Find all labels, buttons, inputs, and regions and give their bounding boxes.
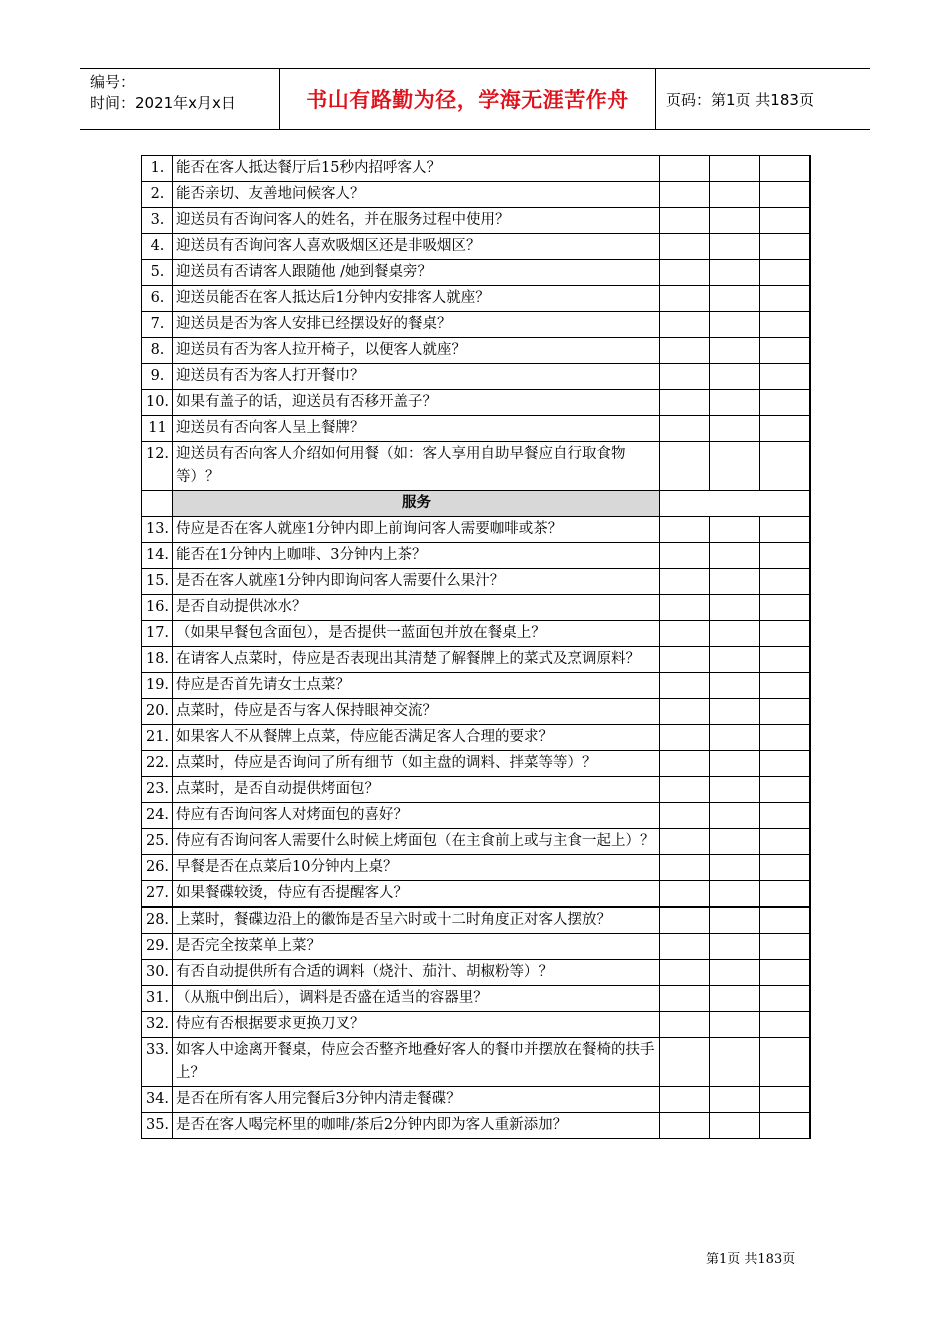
check-cell[interactable] (660, 286, 710, 312)
question-text: 迎送员有否询问客人的姓名，并在服务过程中使用？ (173, 208, 660, 234)
check-cell[interactable] (660, 390, 710, 416)
check-cell[interactable] (760, 1038, 810, 1087)
check-cell[interactable] (710, 543, 760, 569)
table-row (142, 881, 810, 908)
question-text: 迎送员有否询问客人喜欢吸烟区还是非吸烟区？ (173, 234, 660, 260)
table-row (142, 286, 810, 312)
table-row (142, 595, 810, 621)
check-cell[interactable] (760, 934, 810, 960)
check-cell[interactable] (760, 960, 810, 986)
table-row (142, 960, 810, 986)
row-number: 31. (142, 986, 173, 1012)
check-cell[interactable] (710, 517, 760, 543)
check-cell[interactable] (710, 156, 760, 182)
check-cell[interactable] (660, 1012, 710, 1038)
check-cell[interactable] (710, 364, 760, 390)
question-text: 是否在客人就座1分钟内即询问客人需要什么果汁？ (173, 569, 660, 595)
row-number: 30. (142, 960, 173, 986)
table-row (142, 1087, 810, 1113)
row-number: 6. (142, 286, 173, 312)
question-text: 侍应有否根据要求更换刀叉？ (173, 1012, 660, 1038)
question-text: 如客人中途离开餐桌，侍应会否整齐地叠好客人的餐巾并摆放在餐椅的扶手上？ (173, 1038, 660, 1087)
check-cell[interactable] (760, 208, 810, 234)
check-cell[interactable] (660, 260, 710, 286)
check-cell[interactable] (710, 960, 760, 986)
question-text: 点菜时，侍应是否询问了所有细节（如主盘的调料、拌菜等等）？ (173, 751, 660, 777)
section-header-row (142, 491, 810, 517)
check-cell[interactable] (660, 960, 710, 986)
row-number: 22. (142, 751, 173, 777)
check-cell[interactable] (710, 907, 760, 934)
row-number: 15. (142, 569, 173, 595)
table-row (142, 986, 810, 1012)
header-motto: 书山有路勤为径，学海无涯苦作舟 (280, 69, 656, 129)
check-cell[interactable] (710, 881, 760, 908)
check-cell[interactable] (760, 156, 810, 182)
date-line: 时间：2021年x月x日 (90, 94, 236, 112)
table-row (142, 517, 810, 543)
check-cell[interactable] (660, 699, 710, 725)
row-number: 26. (142, 855, 173, 881)
row-number: 34. (142, 1087, 173, 1113)
table-row (142, 1038, 810, 1087)
check-cell[interactable] (660, 517, 710, 543)
row-number: 16. (142, 595, 173, 621)
check-cell[interactable] (660, 416, 710, 442)
check-cell[interactable] (710, 234, 760, 260)
check-cell[interactable] (660, 1038, 710, 1087)
check-cell[interactable] (710, 829, 760, 855)
check-cell[interactable] (760, 338, 810, 364)
row-number: 24. (142, 803, 173, 829)
question-text: 是否在客人喝完杯里的咖啡/茶后2分钟内即为客人重新添加？ (173, 1113, 660, 1139)
table-row (142, 208, 810, 234)
check-cell[interactable] (760, 390, 810, 416)
check-cell[interactable] (710, 647, 760, 673)
check-cell[interactable] (710, 673, 760, 699)
row-number: 25. (142, 829, 173, 855)
question-text: 侍应有否询问客人需要什么时候上烤面包（在主食前上或与主食一起上）？ (173, 829, 660, 855)
check-cell[interactable] (660, 986, 710, 1012)
check-cell[interactable] (760, 725, 810, 751)
question-text: 有否自动提供所有合适的调料（烧汁、茄汁、胡椒粉等）？ (173, 960, 660, 986)
check-cell[interactable] (660, 364, 710, 390)
table-row (142, 673, 810, 699)
question-text: 在请客人点菜时，侍应是否表现出其清楚了解餐牌上的菜式及烹调原料？ (173, 647, 660, 673)
table-row (142, 803, 810, 829)
check-cell[interactable] (710, 725, 760, 751)
table-row (142, 442, 810, 491)
checklist-section-service (142, 517, 810, 908)
row-number: 9. (142, 364, 173, 390)
table-row (142, 390, 810, 416)
check-cell[interactable] (710, 777, 760, 803)
check-cell[interactable] (710, 286, 760, 312)
check-cell[interactable] (710, 699, 760, 725)
check-cell[interactable] (760, 182, 810, 208)
table-row (142, 156, 810, 182)
check-cell[interactable] (660, 621, 710, 647)
check-cell[interactable] (710, 1012, 760, 1038)
question-text: 侍应是否首先请女士点菜？ (173, 673, 660, 699)
check-cell[interactable] (710, 569, 760, 595)
check-cell[interactable] (710, 986, 760, 1012)
table-row (142, 621, 810, 647)
table-row (142, 338, 810, 364)
row-number: 2. (142, 182, 173, 208)
question-text: 能否在1分钟内上咖啡、3分钟内上茶？ (173, 543, 660, 569)
question-text: 迎送员有否请客人跟随他 /她到餐桌旁？ (173, 260, 660, 286)
check-cell[interactable] (660, 673, 710, 699)
row-number: 10. (142, 390, 173, 416)
check-cell[interactable] (760, 569, 810, 595)
check-cell[interactable] (660, 725, 710, 751)
check-cell[interactable] (760, 699, 810, 725)
row-number: 27. (142, 881, 173, 908)
table-row (142, 829, 810, 855)
check-cell[interactable] (710, 260, 760, 286)
question-text: （如果早餐包含面包），是否提供一蓝面包并放在餐桌上？ (173, 621, 660, 647)
row-number: 4. (142, 234, 173, 260)
section-blank-cells (660, 491, 810, 517)
row-number: 13. (142, 517, 173, 543)
table-row (142, 751, 810, 777)
question-text: 能否亲切、友善地问候客人？ (173, 182, 660, 208)
check-cell[interactable] (760, 312, 810, 338)
check-cell[interactable] (760, 621, 810, 647)
check-cell[interactable] (710, 751, 760, 777)
row-number: 8. (142, 338, 173, 364)
checklist-table (141, 155, 811, 1139)
checklist-section-service-continued (142, 907, 810, 1139)
question-text: 迎送员是否为客人安排已经摆设好的餐桌？ (173, 312, 660, 338)
question-text: 如果餐碟较烫，侍应有否提醒客人？ (173, 881, 660, 908)
check-cell[interactable] (760, 907, 810, 934)
table-row (142, 725, 810, 751)
table-row (142, 260, 810, 286)
question-text: 能否在客人抵达餐厅后15秒内招呼客人？ (173, 156, 660, 182)
row-number: 33. (142, 1038, 173, 1087)
check-cell[interactable] (710, 182, 760, 208)
row-number: 1. (142, 156, 173, 182)
question-text: （从瓶中倒出后），调料是否盛在适当的容器里？ (173, 986, 660, 1012)
check-cell[interactable] (760, 673, 810, 699)
question-text: 点菜时，侍应是否与客人保持眼神交流？ (173, 699, 660, 725)
check-cell[interactable] (660, 777, 710, 803)
row-number: 32. (142, 1012, 173, 1038)
section-title-service: 服务 (173, 491, 660, 517)
table-row (142, 182, 810, 208)
check-cell[interactable] (660, 829, 710, 855)
check-cell[interactable] (660, 751, 710, 777)
check-cell[interactable] (760, 647, 810, 673)
table-row (142, 855, 810, 881)
check-cell[interactable] (710, 934, 760, 960)
check-cell[interactable] (710, 338, 760, 364)
table-row (142, 907, 810, 934)
checklist-section-greeting (142, 156, 810, 491)
check-cell[interactable] (760, 234, 810, 260)
row-number: 12. (142, 442, 173, 491)
table-row (142, 934, 810, 960)
table-row (142, 569, 810, 595)
check-cell[interactable] (660, 881, 710, 908)
check-cell[interactable] (760, 777, 810, 803)
check-cell[interactable] (760, 751, 810, 777)
row-number: 5. (142, 260, 173, 286)
check-cell[interactable] (760, 1012, 810, 1038)
page-header (80, 68, 870, 130)
check-cell[interactable] (760, 855, 810, 881)
row-number: 19. (142, 673, 173, 699)
check-cell[interactable] (660, 208, 710, 234)
check-cell[interactable] (710, 1038, 760, 1087)
question-text: 是否完全按菜单上菜？ (173, 934, 660, 960)
check-cell[interactable] (760, 416, 810, 442)
check-cell[interactable] (760, 364, 810, 390)
table-row (142, 416, 810, 442)
code-label: 编号： (90, 73, 136, 91)
check-cell[interactable] (660, 934, 710, 960)
check-cell[interactable] (710, 855, 760, 881)
check-cell[interactable] (710, 595, 760, 621)
row-number: 18. (142, 647, 173, 673)
check-cell[interactable] (660, 543, 710, 569)
question-text: 迎送员有否为客人打开餐巾？ (173, 364, 660, 390)
check-cell[interactable] (660, 156, 710, 182)
check-cell[interactable] (760, 1113, 810, 1139)
check-cell[interactable] (710, 621, 760, 647)
page-footer: 第1页 共183页 (706, 1252, 796, 1267)
question-text: 是否在所有客人用完餐后3分钟内清走餐碟？ (173, 1087, 660, 1113)
check-cell[interactable] (760, 260, 810, 286)
table-row (142, 1012, 810, 1038)
check-cell[interactable] (660, 1113, 710, 1139)
question-text: 早餐是否在点菜后10分钟内上桌？ (173, 855, 660, 881)
table-row (142, 543, 810, 569)
check-cell[interactable] (660, 312, 710, 338)
check-cell[interactable] (710, 1113, 760, 1139)
check-cell[interactable] (660, 338, 710, 364)
question-text: 迎送员有否向客人介绍如何用餐（如：客人享用自助早餐应自行取食物等）？ (173, 442, 660, 491)
check-cell[interactable] (660, 907, 710, 934)
check-cell[interactable] (660, 569, 710, 595)
row-number: 14. (142, 543, 173, 569)
header-meta (80, 69, 280, 129)
check-cell[interactable] (760, 1087, 810, 1113)
check-cell[interactable] (710, 442, 760, 491)
check-cell[interactable] (710, 312, 760, 338)
question-text: 迎送员能否在客人抵达后1分钟内安排客人就座？ (173, 286, 660, 312)
row-number: 23. (142, 777, 173, 803)
question-text: 上菜时，餐碟边沿上的徽饰是否呈六时或十二时角度正对客人摆放？ (173, 907, 660, 934)
question-text: 迎送员有否为客人拉开椅子，以便客人就座？ (173, 338, 660, 364)
row-number: 17. (142, 621, 173, 647)
check-cell[interactable] (660, 1087, 710, 1113)
row-number: 20. (142, 699, 173, 725)
check-cell[interactable] (710, 1087, 760, 1113)
check-cell[interactable] (660, 647, 710, 673)
row-number: 3. (142, 208, 173, 234)
check-cell[interactable] (660, 803, 710, 829)
check-cell[interactable] (660, 234, 710, 260)
row-number: 29. (142, 934, 173, 960)
check-cell[interactable] (760, 442, 810, 491)
check-cell[interactable] (660, 595, 710, 621)
section-num-blank (142, 491, 173, 517)
check-cell[interactable] (660, 855, 710, 881)
question-text: 如果有盖子的话，迎送员有否移开盖子？ (173, 390, 660, 416)
table-row (142, 699, 810, 725)
table-row (142, 777, 810, 803)
header-page-info: 页码：第1页 共183页 (666, 90, 814, 109)
row-number: 35. (142, 1113, 173, 1139)
check-cell[interactable] (760, 803, 810, 829)
question-text: 侍应是否在客人就座1分钟内即上前询问客人需要咖啡或茶？ (173, 517, 660, 543)
check-cell[interactable] (710, 416, 760, 442)
question-text: 点菜时，是否自动提供烤面包？ (173, 777, 660, 803)
check-cell[interactable] (660, 442, 710, 491)
check-cell[interactable] (710, 390, 760, 416)
question-text: 如果客人不从餐牌上点菜，侍应能否满足客人合理的要求？ (173, 725, 660, 751)
question-text: 侍应有否询问客人对烤面包的喜好？ (173, 803, 660, 829)
table-row (142, 234, 810, 260)
check-cell[interactable] (660, 182, 710, 208)
table-row (142, 1113, 810, 1139)
check-cell[interactable] (760, 986, 810, 1012)
row-number: 28. (142, 907, 173, 934)
table-row (142, 312, 810, 338)
row-number: 7. (142, 312, 173, 338)
row-number: 11 (142, 416, 173, 442)
question-text: 是否自动提供冰水？ (173, 595, 660, 621)
check-cell[interactable] (760, 595, 810, 621)
table-row (142, 364, 810, 390)
check-cell[interactable] (710, 803, 760, 829)
check-cell[interactable] (760, 543, 810, 569)
check-cell[interactable] (760, 829, 810, 855)
table-row (142, 647, 810, 673)
question-text: 迎送员有否向客人呈上餐牌？ (173, 416, 660, 442)
check-cell[interactable] (760, 286, 810, 312)
row-number: 21. (142, 725, 173, 751)
check-cell[interactable] (760, 881, 810, 908)
check-cell[interactable] (710, 208, 760, 234)
check-cell[interactable] (760, 517, 810, 543)
